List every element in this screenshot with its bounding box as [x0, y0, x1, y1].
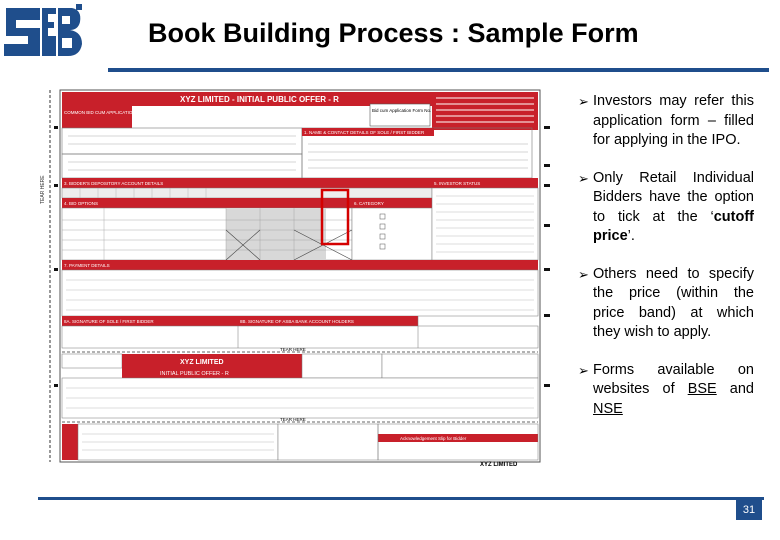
- cutoff-price-text: cutoff price: [593, 208, 754, 244]
- bullet-text-2-post: ’.: [627, 228, 635, 244]
- page-number: 31: [736, 500, 762, 520]
- section-signature-asba-label: 8B. SIGNATURE OF ASBA BANK ACCOUNT HOLDERS: [240, 319, 354, 324]
- bullet-item-1: [578, 92, 754, 151]
- arrow-bullet-icon: ➢: [578, 94, 589, 109]
- footer-divider: [38, 497, 764, 500]
- form-title: COMMON BID CUM APPLICATION FORM: [64, 110, 151, 115]
- sebi-logo: [0, 0, 86, 66]
- bullet-text-3: Others need to specify the price (within the price band) at which they wish to apply.: [593, 265, 754, 340]
- title-divider: [108, 68, 769, 72]
- bullet-text-2-pre: Only Retail Individual Bidders have the option to tick at the ‘: [593, 169, 754, 225]
- bullet-text-1: Investors may refer this application form – filled for applying in the IPO.: [593, 93, 754, 148]
- section-signature-sole-label: 8A. SIGNATURE OF SOLE / FIRST BIDDER: [64, 319, 154, 324]
- section-category-label: 6. CATEGORY: [354, 201, 384, 206]
- section-status-label: 5. INVESTOR STATUS: [434, 181, 481, 186]
- bullet-item-4: [578, 361, 754, 420]
- bid-form-no-label: Bid cum Application Form No.: [372, 108, 432, 113]
- section-bid-options-label: 4. BID OPTIONS: [64, 201, 99, 206]
- slide-title: Book Building Process : Sample Form: [148, 18, 639, 48]
- sample-form-image: [40, 84, 560, 468]
- bullet-item-2: [578, 169, 754, 247]
- bullet-text-4-mid: and: [716, 381, 754, 397]
- ack-title-label: INITIAL PUBLIC OFFER - R: [160, 371, 229, 377]
- arrow-bullet-icon: ➢: [578, 266, 589, 282]
- nse-link[interactable]: NSE: [593, 400, 623, 417]
- ack-company-label: XYZ LIMITED: [180, 359, 224, 366]
- bullet-text-4-pre: Forms available on websites of: [593, 361, 754, 397]
- arrow-bullet-icon: ➢: [578, 362, 589, 378]
- section-depository-label: 3. BIDDER'S DEPOSITORY ACCOUNT DETAILS: [64, 181, 164, 186]
- svg-text:TEAR HERE: TEAR HERE: [40, 175, 46, 204]
- section-bidder-label: 1. NAME & CONTACT DETAILS OF SOLE / FIRST BIDDER: [304, 130, 425, 135]
- bullet-item-3: [578, 265, 754, 343]
- bse-link[interactable]: BSE: [687, 381, 717, 397]
- section-payment-label: 7. PAYMENT DETAILS: [64, 263, 110, 268]
- form-company-header: XYZ LIMITED - INITIAL PUBLIC OFFER - R: [180, 95, 339, 104]
- arrow-bullet-icon: ➢: [578, 170, 589, 186]
- tear-here-label-2: TEAR HERE: [280, 417, 306, 422]
- ack-slip-label: Acknowledgement Slip for Bidder: [400, 436, 467, 441]
- form-footer-company: XYZ LIMITED: [480, 462, 518, 468]
- tear-here-label-1: TEAR HERE: [280, 347, 306, 352]
- bullet-list: [578, 92, 754, 437]
